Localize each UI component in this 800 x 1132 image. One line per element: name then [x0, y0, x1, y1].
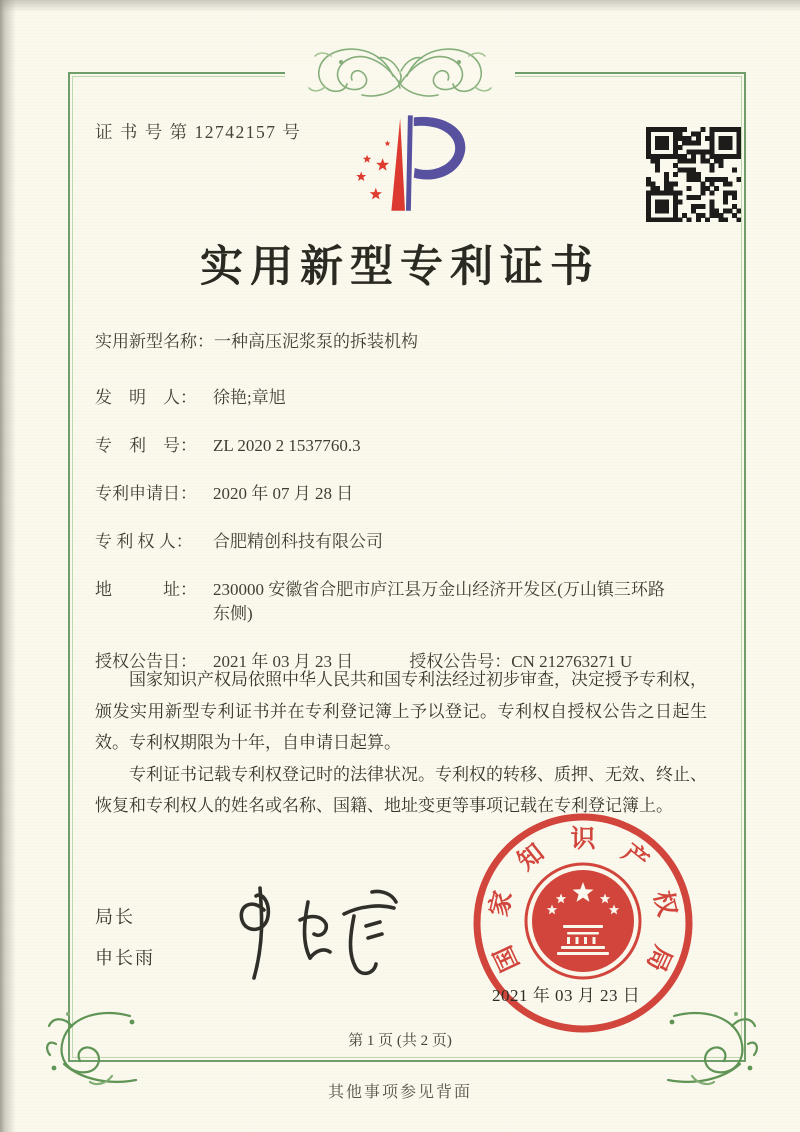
seal-date: 2021 年 03 月 23 日: [492, 986, 641, 1005]
grant-date-label: 授权公告日：: [95, 652, 197, 671]
certificate-title: 实用新型专利证书: [200, 244, 600, 291]
field-row: [95, 434, 715, 458]
field-value: 合肥精创科技有限公司: [213, 532, 383, 551]
signer-block: [95, 903, 155, 985]
field-row: [95, 386, 715, 410]
handwritten-signature-icon: [222, 880, 407, 985]
svg-text:产: 产: [616, 839, 653, 876]
field-row: [95, 530, 715, 554]
page-number: 第 1 页 (共 2 页): [348, 1033, 452, 1049]
legal-text: [95, 664, 707, 822]
field-label: 发 明 人：: [95, 388, 197, 407]
back-side-note: 其他事项参见背面: [327, 1084, 472, 1101]
legal-paragraph: 专利证书记载专利权登记时的法律状况。专利权的转移、质押、无效、终止、恢复和专利权人的姓名或名称、国籍、地址变更等事项记载在专利登记簿上。: [95, 764, 707, 815]
svg-text:家: 家: [485, 888, 518, 920]
field-value: 一种高压泥浆泵的拆装机构: [214, 332, 418, 351]
field-value: 2020 年 07 月 28 日: [213, 484, 354, 503]
svg-text:识: 识: [570, 826, 596, 853]
grant-no-value: CN 212763271 U: [511, 652, 633, 671]
svg-text:知: 知: [513, 839, 550, 876]
grant-date-value: 2021 年 03 月 23 日: [213, 652, 354, 671]
scan-edge-shadow-top: [0, 0, 800, 12]
qr-code: [646, 127, 741, 222]
field-label: 专 利 权 人：: [95, 532, 193, 551]
national-emblem-icon: [526, 864, 640, 978]
scan-edge-shadow-left: [0, 0, 16, 1132]
border-ornament-top-icon: [279, 44, 521, 102]
field-label: 专 利 号：: [95, 436, 197, 455]
field-value: 230000 安徽省合肥市庐江县万金山经济开发区(万山镇三环路东侧): [213, 580, 665, 623]
field-row: [95, 578, 715, 626]
svg-text:国: 国: [489, 941, 525, 976]
cnipa-logo-icon: [332, 110, 478, 222]
certificate-number: 证 书 号 第 12742157 号: [95, 122, 302, 142]
svg-text:局: 局: [641, 941, 677, 976]
signer-name: 申长雨: [95, 948, 155, 968]
field-row: [95, 482, 715, 506]
svg-text:权: 权: [648, 888, 681, 920]
fields-section: [95, 330, 715, 674]
field-row: [95, 330, 715, 354]
field-value: ZL 2020 2 1537760.3: [213, 436, 361, 455]
signer-role: 局长: [95, 907, 135, 927]
legal-paragraph: 国家知识产权局依照中华人民共和国专利法经过初步审查，决定授予专利权，颁发实用新型专利证书并在专利登记簿上予以登记。专利权自授权公告之日起生效。专利权期限为十年，自申请日起算。: [95, 670, 707, 752]
field-label: 实用新型名称：: [95, 332, 214, 351]
field-label: 专利申请日：: [95, 484, 197, 503]
grant-no-label: 授权公告号：: [409, 652, 512, 671]
field-label: 地 址：: [95, 580, 197, 599]
field-value: 徐艳;章旭: [213, 388, 286, 407]
official-seal-icon: [463, 803, 703, 1043]
